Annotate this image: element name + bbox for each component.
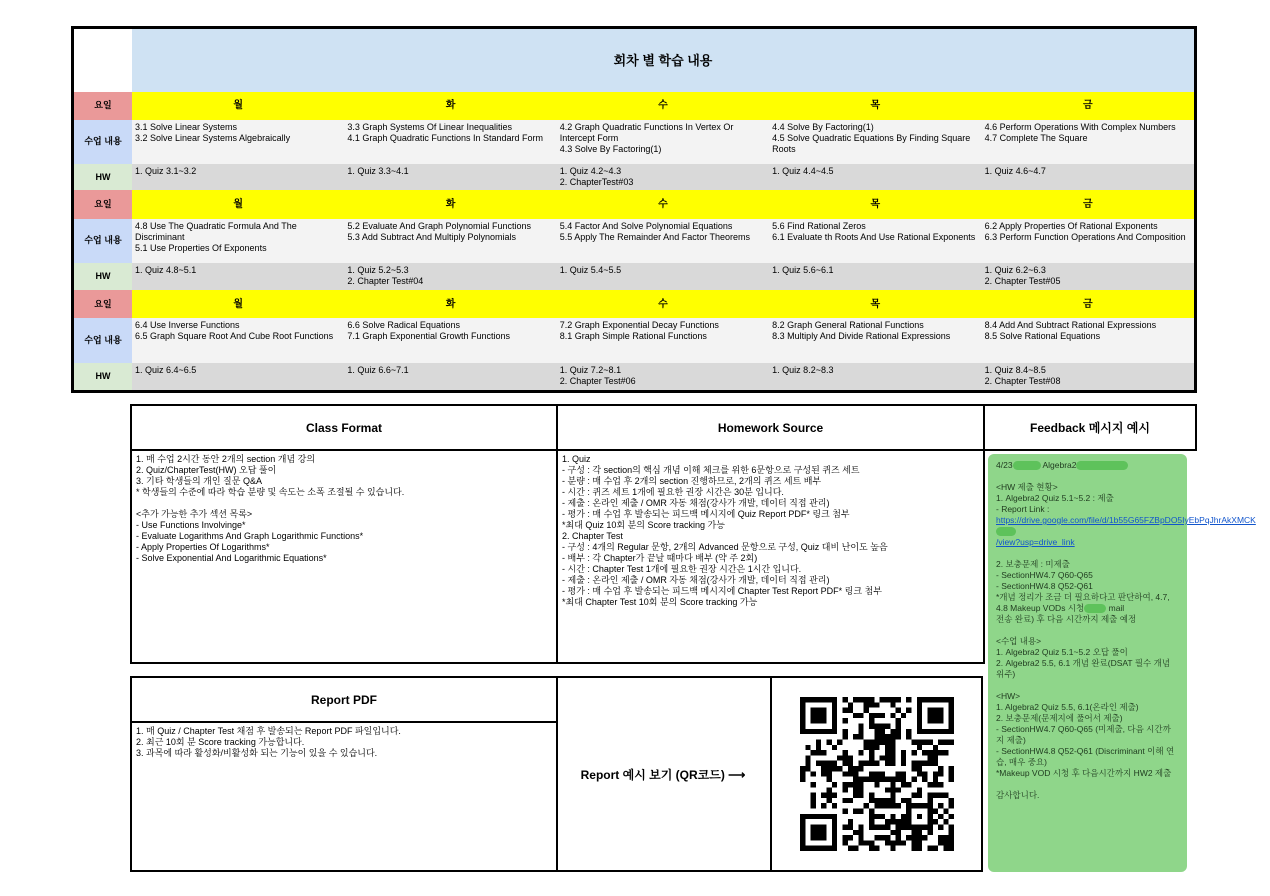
homework-source-title: Homework Source: [556, 404, 985, 451]
qr-code-frame: [770, 676, 983, 872]
day-tue: 화: [344, 190, 556, 218]
report-qr-label: Report 예시 보기 (QR코드) ⟶: [556, 676, 770, 872]
feedback-date: 4/23: [996, 460, 1013, 470]
day-fri: 금: [982, 92, 1194, 120]
redacted-link-part: [996, 527, 1016, 536]
hw-cell: 1. Quiz 5.4~5.5: [557, 263, 769, 290]
hw-label: HW: [74, 263, 132, 290]
day-thu: 목: [769, 92, 981, 120]
day-tue: 화: [344, 92, 556, 120]
day-wed: 수: [557, 190, 769, 218]
hw-cell: 1. Quiz 8.4~8.5 2. Chapter Test#08: [982, 363, 1194, 390]
hw-cell: 1. Quiz 5.6~6.1: [769, 263, 981, 290]
hw-cell: 1. Quiz 4.6~4.7: [982, 164, 1194, 190]
day-label: 요일: [74, 190, 132, 218]
hw-cell: 1. Quiz 3.3~4.1: [344, 164, 556, 190]
hw-label: HW: [74, 363, 132, 390]
report-link-end[interactable]: /view?usp=drive_link: [996, 537, 1075, 547]
report-link[interactable]: https://drive.google.com/file/d/1b55G65FZBpDO5IyEbPqJhrAkXMCK: [996, 515, 1256, 525]
day-thu: 목: [769, 290, 981, 318]
day-mon: 월: [132, 290, 344, 318]
class-cell: 8.2 Graph General Rational Functions 8.3 Multiply And Divide Rational Expressions: [769, 318, 981, 362]
class-cell: 4.6 Perform Operations With Complex Numbers 4.7 Complete The Square: [982, 120, 1194, 164]
feedback-supplement: 2. 보충문제 : 미제출 - SectionHW4.7 Q60-Q65 - SectionHW4.8 Q52-Q61 *개념 정리가 조금 더 필요하다고 판단하여, 4.7, 4.8 Makeup VODs 시청: [996, 559, 1170, 613]
hw-label: HW: [74, 164, 132, 190]
hw-cell: 1. Quiz 6.6~7.1: [344, 363, 556, 390]
qr-code-icon[interactable]: [800, 697, 954, 851]
class-cell: 6.6 Solve Radical Equations 7.1 Graph Exponential Growth Functions: [344, 318, 556, 362]
day-wed: 수: [557, 92, 769, 120]
redacted-name: [1084, 604, 1106, 613]
class-label: 수업 내용: [74, 120, 132, 164]
class-cell: 4.4 Solve By Factoring(1) 4.5 Solve Quadratic Equations By Finding Square Roots: [769, 120, 981, 164]
day-label: 요일: [74, 92, 132, 120]
day-fri: 금: [982, 290, 1194, 318]
day-wed: 수: [557, 290, 769, 318]
class-cell: 6.4 Use Inverse Functions 6.5 Graph Square Root And Cube Root Functions: [132, 318, 344, 362]
day-mon: 월: [132, 92, 344, 120]
day-mon: 월: [132, 190, 344, 218]
feedback-supplement-mail: mail: [1108, 603, 1125, 613]
class-cell: 5.6 Find Rational Zeros 6.1 Evaluate th Roots And Use Rational Exponents: [769, 219, 981, 263]
hw-cell: 1. Quiz 8.2~8.3: [769, 363, 981, 390]
hw-cell: 1. Quiz 4.2~4.3 2. ChapterTest#03: [557, 164, 769, 190]
class-format-body: 1. 매 수업 2시간 동안 2개의 section 개념 강의 2. Quiz/ChapterTest(HW) 오답 풀이 3. 기타 학생들의 개인 질문 Q&A * 학생들의 수준에 따라 학습 분량 및 속도는 소폭 조절될 수 있습니다. <추가 가능한 추가 섹션 목록> - Use Functions Involvinge* - Evaluate Logarithms And Graph Logarithmic Functions* - Apply Properties Of Logarithms* - Solve Exponential And Logarithmic Equations*: [130, 449, 558, 664]
report-pdf-title: Report PDF: [130, 676, 558, 723]
redacted-name: [1076, 461, 1128, 470]
day-fri: 금: [982, 190, 1194, 218]
feedback-course: Algebra2: [1042, 460, 1077, 470]
hw-cell: 1. Quiz 7.2~8.1 2. Chapter Test#06: [557, 363, 769, 390]
schedule-table: [71, 26, 1197, 393]
redacted-name: [1013, 461, 1041, 470]
class-label: 수업 내용: [74, 318, 132, 362]
report-pdf-body: 1. 매 Quiz / Chapter Test 채점 후 발송되는 Report PDF 파일입니다. 2. 최근 10회 분 Score tracking 가능합니다. 3. 과목에 따라 활성화/비활성화 되는 기능이 있을 수 있습니다.: [130, 721, 558, 872]
hw-cell: 1. Quiz 4.8~5.1: [132, 263, 344, 290]
feedback-title: Feedback 메시지 예시: [983, 404, 1197, 451]
class-cell: 3.3 Graph Systems Of Linear Inequalities 4.1 Graph Quadratic Functions In Standard Form: [344, 120, 556, 164]
day-tue: 화: [344, 290, 556, 318]
class-format-title: Class Format: [130, 404, 558, 451]
feedback-message-bubble: [988, 454, 1256, 872]
class-cell: 4.2 Graph Quadratic Functions In Vertex Or Intercept Form 4.3 Solve By Factoring(1): [557, 120, 769, 164]
class-cell: 3.1 Solve Linear Systems 3.2 Solve Linear Systems Algebraically: [132, 120, 344, 164]
class-cell: 5.4 Factor And Solve Polynomial Equations 5.5 Apply The Remainder And Factor Theorems: [557, 219, 769, 263]
hw-cell: 1. Quiz 6.4~6.5: [132, 363, 344, 390]
hw-cell: 1. Quiz 3.1~3.2: [132, 164, 344, 190]
day-label: 요일: [74, 290, 132, 318]
class-cell: 6.2 Apply Properties Of Rational Exponents 6.3 Perform Function Operations And Composition: [982, 219, 1194, 263]
feedback-body: 전송 완료) 후 다음 시간까지 제출 예정 <수업 내용> 1. Algebra2 Quiz 5.1~5.2 오답 풀이 2. Algebra2 5.5, 6.1 개념 완료(DSAT 필수 개념 위주) <HW> 1. Algebra2 Quiz 5.5, 6.1(온라인 제출) 2. 보충문제(문제지에 풀어서 제출) - SectionHW4.7 Q60-Q65 (미제출, 다음 시간까지 제출) - SectionHW4.8 Q52-Q61 (Discriminant 이해 연습, 매우 중요) *Makeup VOD 시청 후 다음시간까지 HW2 제출 감사합니다.: [996, 614, 1175, 800]
schedule-title: 회차 별 학습 내용: [132, 29, 1194, 92]
day-thu: 목: [769, 190, 981, 218]
hw-cell: 1. Quiz 4.4~4.5: [769, 164, 981, 190]
class-cell: 4.8 Use The Quadratic Formula And The Discriminant 5.1 Use Properties Of Exponents: [132, 219, 344, 263]
class-cell: 8.4 Add And Subtract Rational Expressions 8.5 Solve Rational Equations: [982, 318, 1194, 362]
title-blank-cell: [74, 29, 132, 92]
hw-cell: 1. Quiz 6.2~6.3 2. Chapter Test#05: [982, 263, 1194, 290]
feedback-intro: <HW 제출 현황> 1. Algebra2 Quiz 5.1~5.2 : 제출 - Report Link :: [996, 482, 1114, 514]
class-cell: 5.2 Evaluate And Graph Polynomial Functions 5.3 Add Subtract And Multiply Polynomials: [344, 219, 556, 263]
class-label: 수업 내용: [74, 219, 132, 263]
class-cell: 7.2 Graph Exponential Decay Functions 8.1 Graph Simple Rational Functions: [557, 318, 769, 362]
hw-cell: 1. Quiz 5.2~5.3 2. Chapter Test#04: [344, 263, 556, 290]
homework-source-body: 1. Quiz - 구성 : 각 section의 핵심 개념 이해 체크를 위한 6문항으로 구성된 퀴즈 세트 - 분량 : 매 수업 후 2개의 section 진행하므로, 2개의 퀴즈 세트 배부 - 시간 : 퀴즈 세트 1개에 필요한 권장 시간은 30분 입니다. - 제출 : 온라인 제출 / OMR 자동 채점(강사가 개발, 데이터 직접 관리) - 평가 : 매 수업 후 발송되는 피드백 메시지에 Quiz Report PDF* 링크 첨부 *최대 Quiz 10회 분의 Score tracking 가능 2. Chapter Test - 구성 : 4개의 Regular 문항, 2개의 Advanced 문항으로 구성, Quiz 대비 난이도 높음 - 배부 : 각 Chapter가 끝날 때마다 배부 (약 주 2회) - 시간 : Chapter Test 1개에 필요한 권장 시간은 1시간 입니다. - 제출 : 온라인 제출 / OMR 자동 채점(강사가 개발, 데이터 직접 관리) - 평가 : 매 수업 후 발송되는 피드백 메시지에 Chapter Test Report PDF* 링크 첨부 *최대 Chapter Test 10회 분의 Score tracking 가능: [556, 449, 985, 664]
